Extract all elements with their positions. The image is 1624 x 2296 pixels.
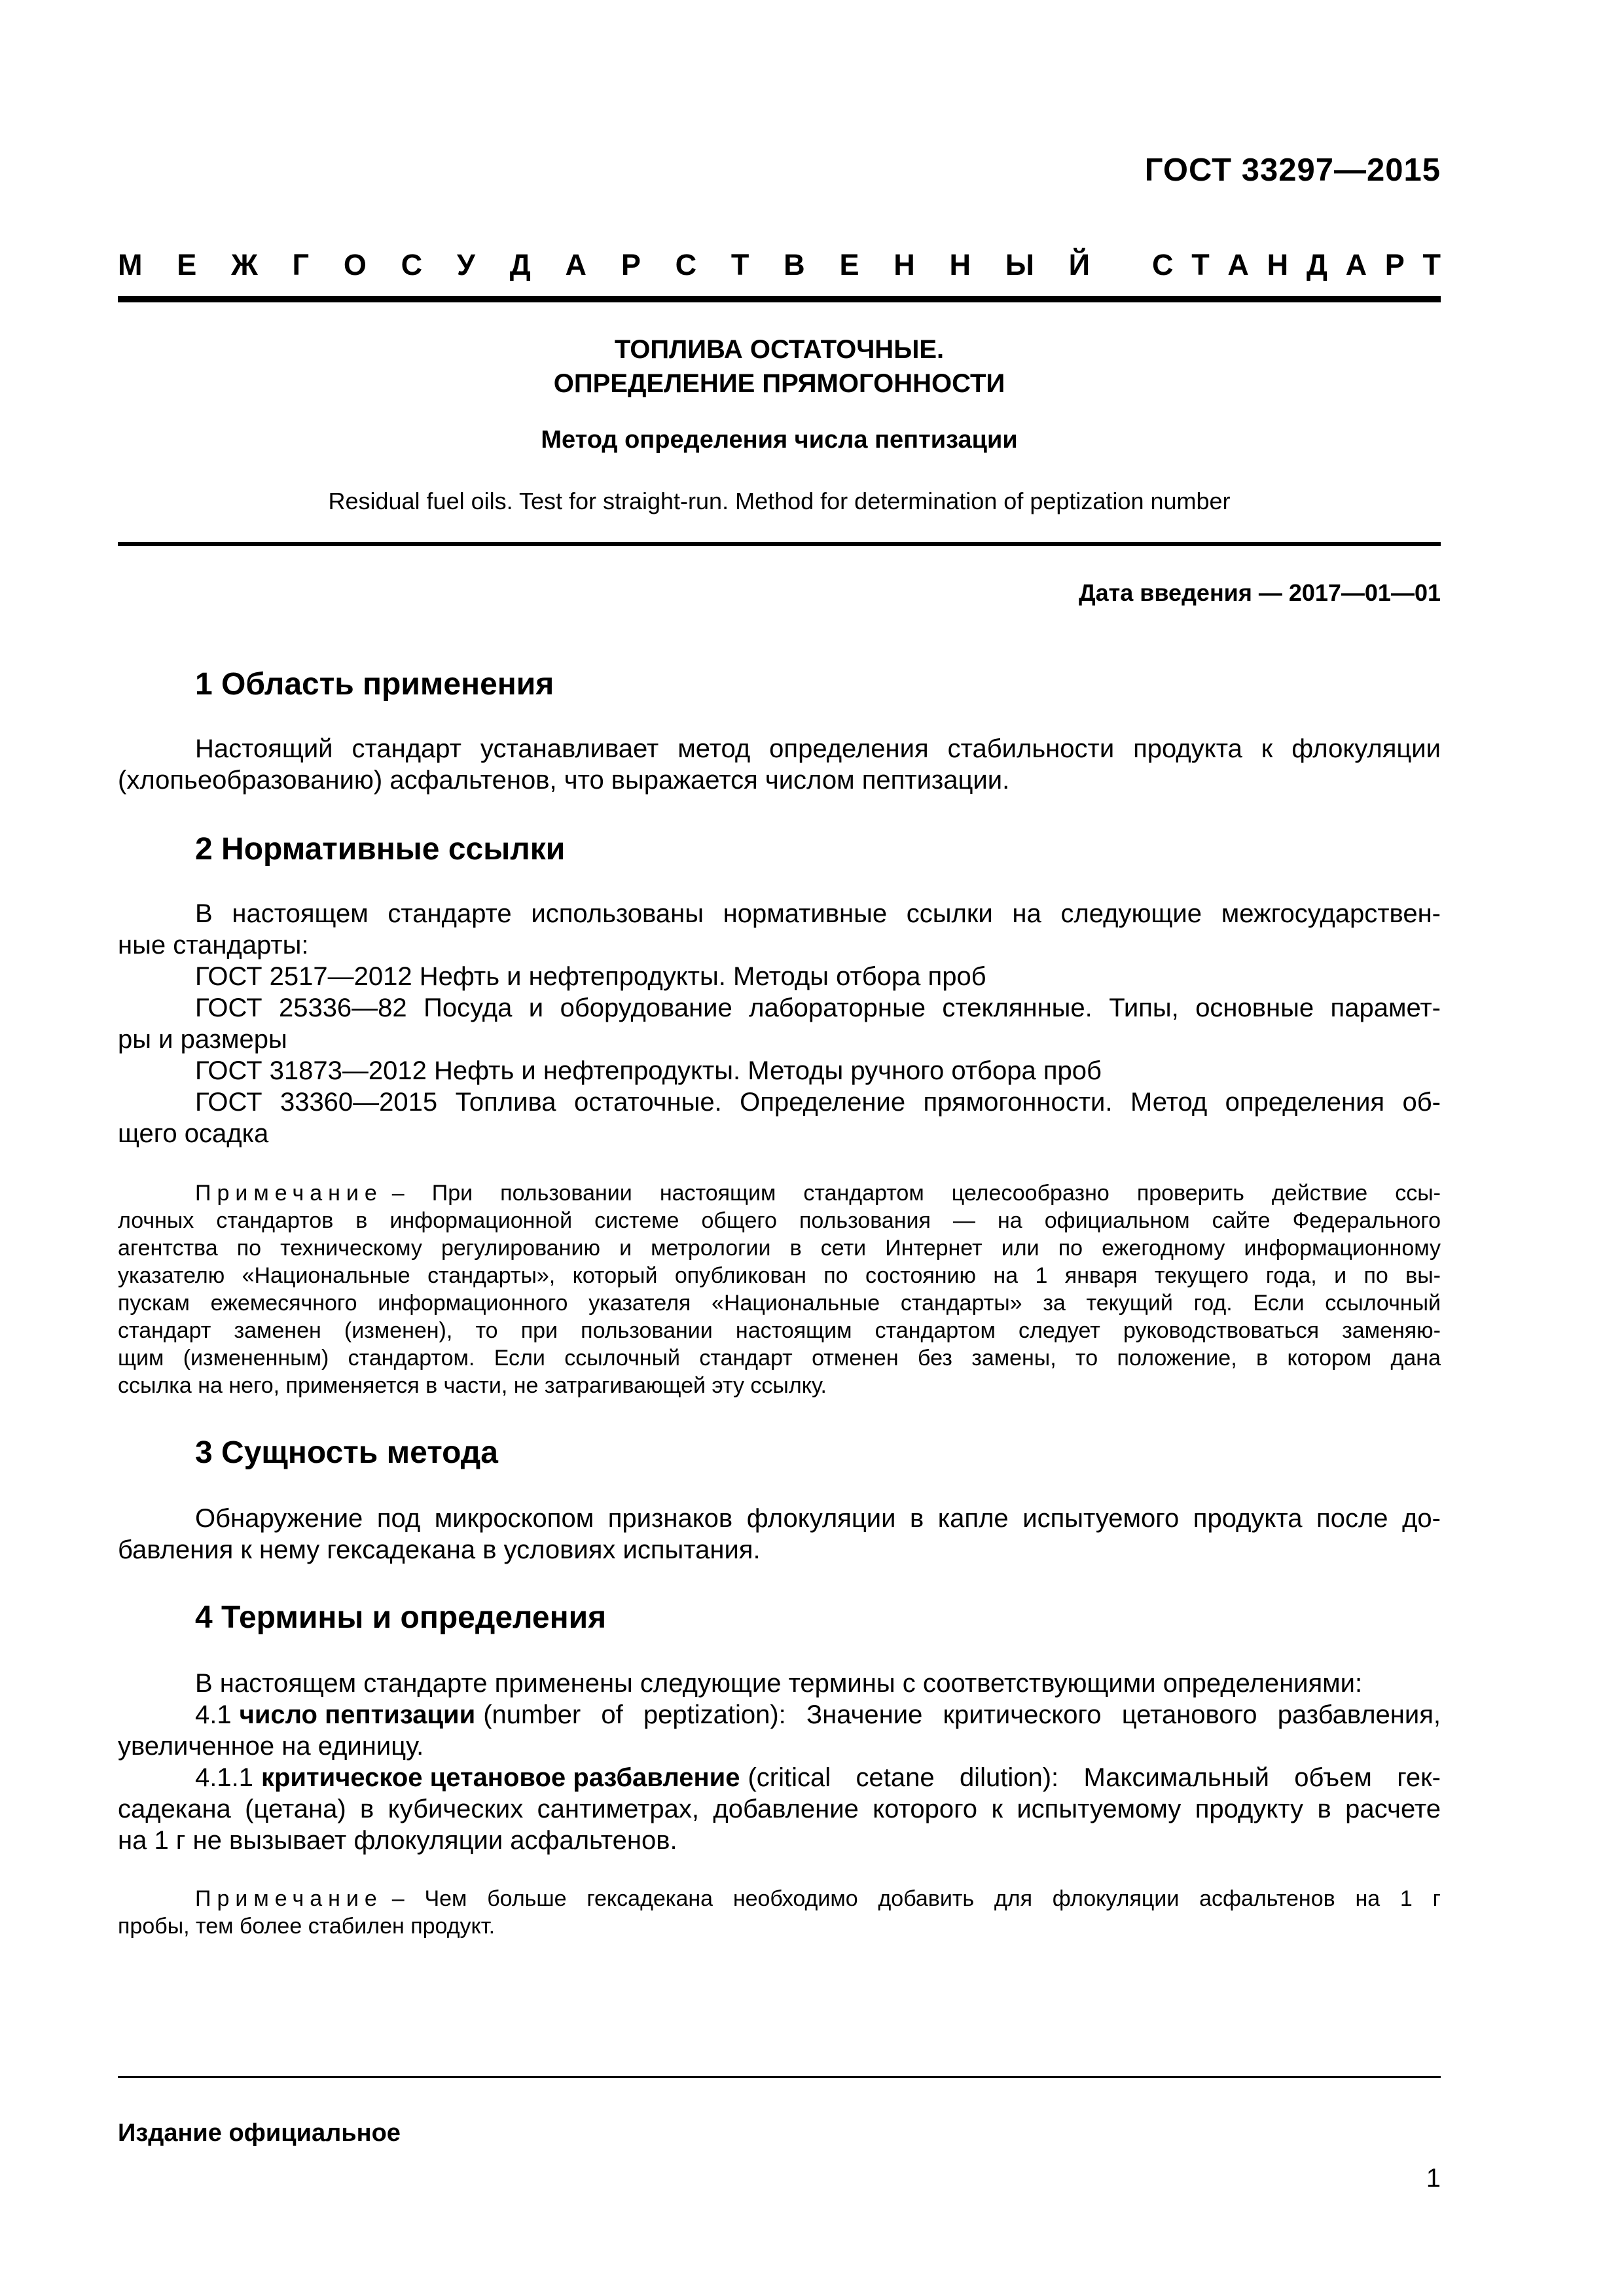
reference-4-line-1: ГОСТ 33360—2015 Топлива остаточные. Определение прямогонности. Метод определения об- bbox=[195, 1088, 1441, 1117]
banner-letter: Н bbox=[1267, 248, 1289, 281]
term-4-1-1-definition-line-2: садекана (цетана) в кубических сантиметрах, добавление которого к испытуемому продукту в расчете bbox=[118, 1795, 1441, 1823]
reference-2-line-1: ГОСТ 25336—82 Посуда и оборудование лабораторные стеклянные. Типы, основные парамет- bbox=[195, 994, 1441, 1022]
banner-letter: С bbox=[401, 248, 423, 281]
title-line-1: ТОПЛИВА ОСТАТОЧНЫЕ. bbox=[614, 335, 945, 364]
banner-letter: А bbox=[565, 248, 587, 281]
banner-letter: Н bbox=[893, 248, 915, 281]
banner-letter: Е bbox=[839, 248, 859, 281]
banner-letter: Д bbox=[1306, 248, 1327, 281]
banner-letter: С bbox=[675, 248, 697, 281]
english-title: Residual fuel oils. Test for straight-run. Method for determination of peptization number bbox=[328, 488, 1231, 514]
banner-letter: Г bbox=[292, 248, 310, 281]
section-2-note bbox=[118, 1179, 1441, 1399]
section-2-intro-line-1: В настоящем стандарте использованы нормативные ссылки на следующие межгосударствен- bbox=[195, 899, 1441, 928]
banner-letter: А bbox=[1227, 248, 1249, 281]
document-title bbox=[118, 332, 1441, 401]
term-4-1-1-definition-line-3: на 1 г не вызывает флокуляции асфальтенов. bbox=[118, 1826, 677, 1855]
note-2-line-2: пробы, тем более стабилен продукт. bbox=[118, 1914, 496, 1939]
note-1-line-3: агентства по техническому регулированию и метрологии в сети Интернет или по ежегодному информационному bbox=[118, 1236, 1441, 1261]
page-number: 1 bbox=[1426, 2164, 1441, 2193]
banner-letter: С bbox=[1152, 248, 1174, 281]
section-4-intro: В настоящем стандарте применены следующие термины с соответствующими определениями: bbox=[195, 1669, 1363, 1698]
note-1-line-1 bbox=[118, 1179, 1441, 1207]
note-1-text-1: – При пользовании настоящим стандартом целесообразно проверить действие ссы- bbox=[391, 1181, 1441, 1206]
banner-letter: О bbox=[343, 248, 367, 281]
note-2-label: Примечание bbox=[195, 1886, 383, 1911]
banner-letter: Й bbox=[1068, 248, 1090, 281]
section-3-text-line-2: бавления к нему гексадекана в условиях испытания. bbox=[118, 1535, 761, 1564]
banner-letter: В bbox=[784, 248, 805, 281]
note-1-line-2: лочных стандартов в информационной системе общего пользования — на официальном сайте Федерального bbox=[118, 1208, 1441, 1233]
term-4-1-name: число пептизации bbox=[239, 1700, 476, 1729]
section-3-text-line-1: Обнаружение под микроскопом признаков флокуляции в капле испытуемого продукта после до- bbox=[195, 1504, 1441, 1533]
section-2-intro-line-2: ные стандарты: bbox=[118, 931, 309, 960]
note-1-line-7: щим (измененным) стандартом. Если ссылочный стандарт отменен без замены, то положение, в котором дана bbox=[118, 1346, 1441, 1371]
official-edition-label: Издание официальное bbox=[118, 2119, 401, 2147]
banner-letter: А bbox=[1345, 248, 1367, 281]
section-1-heading: 1 Область применения bbox=[195, 667, 554, 702]
section-3-heading: 3 Сущность метода bbox=[195, 1435, 498, 1470]
footer-divider bbox=[118, 2076, 1441, 2078]
banner-letter: Д bbox=[509, 248, 531, 281]
term-4-1-1-definition: (critical cetane dilution): Максимальный объем гек- bbox=[748, 1763, 1441, 1792]
note-1-line-4: указателю «Национальные стандарты», который опубликован по состоянию на 1 января текущего года, и по вы- bbox=[118, 1263, 1441, 1288]
term-4-1-definition: (number of peptization): Значение критического цетанового разбавления, bbox=[483, 1700, 1441, 1729]
note-1-line-5: пускам ежемесячного информационного указателя «Национальные стандарты» за текущий год. Если ссылочный bbox=[118, 1291, 1441, 1316]
banner-letter: Ы bbox=[1005, 248, 1034, 281]
section-1-text-line-2: (хлопьеобразованию) асфальтенов, что выражается числом пептизации. bbox=[118, 766, 1010, 795]
term-4-1 bbox=[118, 1699, 1441, 1731]
banner-letter: Т bbox=[1422, 248, 1441, 281]
banner-word-interstate bbox=[118, 248, 1090, 282]
reference-3: ГОСТ 31873—2012 Нефть и нефтепродукты. Методы ручного отбора проб bbox=[195, 1056, 1102, 1085]
banner-letter: М bbox=[118, 248, 143, 281]
interstate-standard-banner bbox=[118, 245, 1441, 285]
term-4-1-1-name: критическое цетановое разбавление bbox=[261, 1763, 740, 1792]
note-2-line-1 bbox=[118, 1885, 1441, 1912]
document-subtitle: Метод определения числа пептизации bbox=[541, 426, 1018, 454]
note-1-line-6: стандарт заменен (изменен), то при пользовании настоящим стандартом следует руководствоваться заменяю- bbox=[118, 1318, 1441, 1343]
banner-letter: Ж bbox=[231, 248, 258, 281]
reference-1: ГОСТ 2517—2012 Нефть и нефтепродукты. Методы отбора проб bbox=[195, 962, 986, 991]
note-2-text-1: – Чем больше гексадекана необходимо добавить для флокуляции асфальтенов на 1 г bbox=[391, 1886, 1441, 1911]
banner-letter: Р bbox=[621, 248, 641, 281]
section-4-note bbox=[118, 1885, 1441, 1940]
section-1-text-line-1: Настоящий стандарт устанавливает метод определения стабильности продукта к флокуляции bbox=[195, 734, 1441, 763]
term-4-1-1 bbox=[118, 1762, 1441, 1793]
term-4-1-1-number: 4.1.1 bbox=[195, 1763, 253, 1792]
banner-letter: У bbox=[456, 248, 475, 281]
term-4-1-number: 4.1 bbox=[195, 1700, 232, 1729]
reference-4-line-2: щего осадка bbox=[118, 1119, 269, 1148]
banner-letter: Е bbox=[177, 248, 197, 281]
introduction-date: Дата введения — 2017—01—01 bbox=[1078, 579, 1441, 606]
note-label: Примечание bbox=[195, 1181, 383, 1206]
banner-letter: Т bbox=[731, 248, 749, 281]
banner-word-standard bbox=[1152, 248, 1441, 282]
section-2-heading: 2 Нормативные ссылки bbox=[195, 832, 566, 867]
term-4-1-definition-cont: увеличенное на единицу. bbox=[118, 1732, 424, 1761]
section-4-heading: 4 Термины и определения bbox=[195, 1600, 607, 1635]
title-divider bbox=[118, 542, 1441, 546]
banner-letter: Р bbox=[1384, 248, 1405, 281]
note-1-line-8: ссылка на него, применяется в части, не затрагивающей эту ссылку. bbox=[118, 1373, 827, 1398]
standard-code: ГОСТ 33297—2015 bbox=[1144, 152, 1441, 188]
banner-letter: Н bbox=[949, 248, 971, 281]
title-line-2: ОПРЕДЕЛЕНИЕ ПРЯМОГОННОСТИ bbox=[553, 369, 1005, 398]
reference-2-line-2: ры и размеры bbox=[118, 1025, 287, 1054]
header-divider bbox=[118, 296, 1441, 302]
banner-letter: Т bbox=[1191, 248, 1210, 281]
